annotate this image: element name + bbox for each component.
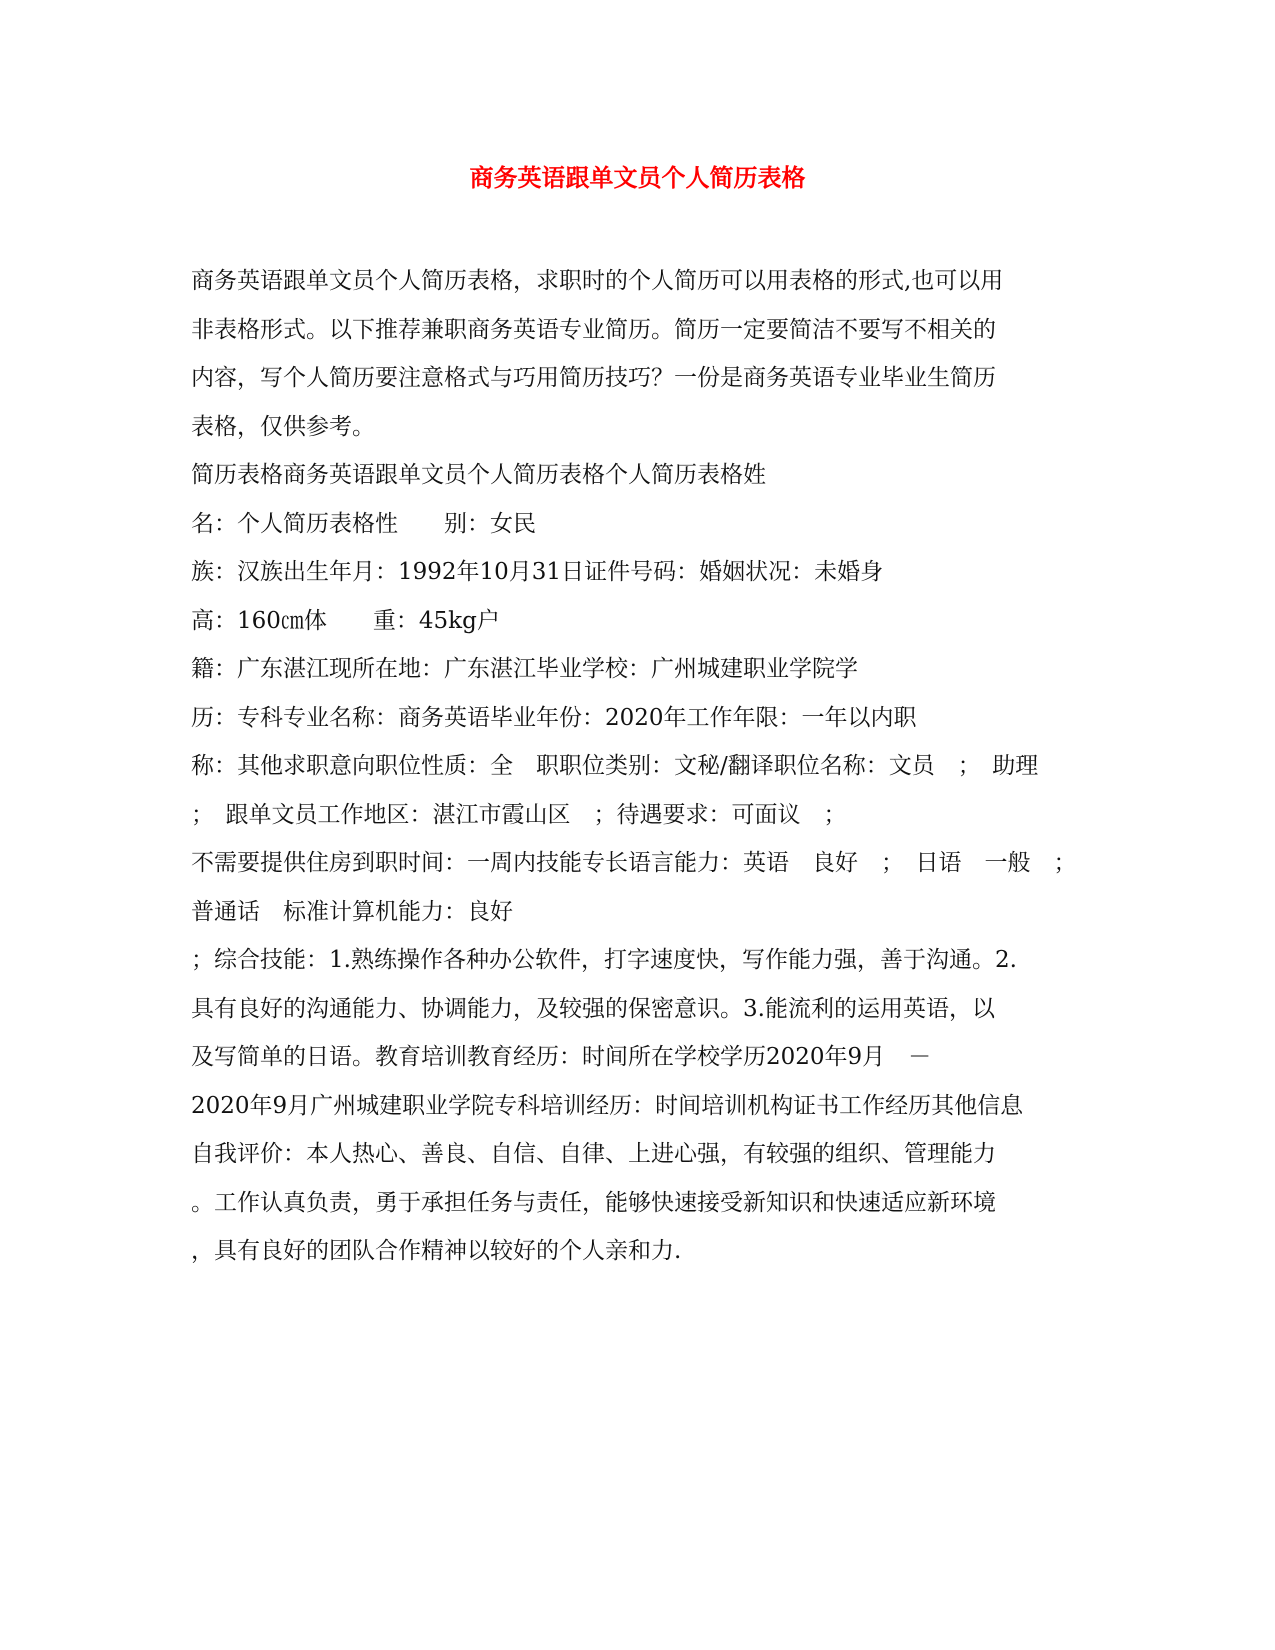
body-line: 。工作认真负责，勇于承担任务与责任，能够快速接受新知识和快速适应新环境 [191,1189,996,1216]
body-line: 商务英语跟单文员个人简历表格，求职时的个人简历可以用表格的形式,也可以用 [191,268,1004,294]
body-line: 表格，仅供参考。 [191,413,375,440]
body-line: 高：160㎝体 重：45kg户 [191,607,500,634]
body-line: 具有良好的沟通能力、协调能力，及较强的保密意识。3.能流利的运用英语，以 [191,995,995,1022]
body-line: 族：汉族出生年月：1992年10月31日证件号码：婚姻状况：未婚身 [191,559,884,585]
body-line: 内容，写个人简历要注意格式与巧用简历技巧？一份是商务英语专业毕业生简历 [191,365,996,391]
body-line: ； 跟单文员工作地区：湛江市霞山区 ；待遇要求：可面议 ； [191,801,847,828]
body-line: ，具有良好的团队合作精神以较好的个人亲和力. [191,1238,682,1264]
body-line: 称：其他求职意向职位性质：全 职职位类别：文秘/翻译职位名称：文员 ； 助理 [191,753,1039,779]
document-title: 商务英语跟单文员个人简历表格 [469,163,806,192]
body-line: 籍：广东湛江现所在地：广东湛江毕业学校：广州城建职业学院学 [191,656,858,682]
body-line: 2020年9月广州城建职业学院专科培训经历：时间培训机构证书工作经历其他信息 [191,1092,1024,1119]
body-line: 历：专科专业名称：商务英语毕业年份：2020年工作年限：一年以内职 [191,704,917,731]
body-line: 不需要提供住房到职时间：一周内技能专长语言能力：英语 良好 ； 日语 一般 ； [191,850,1077,876]
body-line: 非表格形式。以下推荐兼职商务英语专业简历。简历一定要简洁不要写不相关的 [191,316,996,343]
body-line: 及写简单的日语。教育培训教育经历：时间所在学校学历2020年9月 － [191,1044,932,1070]
body-line: 普通话 标准计算机能力：良好 [191,898,513,925]
body-line: 自我评价：本人热心、善良、自信、自律、上进心强，有较强的组织、管理能力 [191,1141,996,1167]
document-body [191,257,1091,1276]
body-line: 名：个人简历表格性 别：女民 [191,510,536,537]
body-line: 简历表格商务英语跟单文员个人简历表格个人简历表格姓 [191,462,766,488]
body-line: ；综合技能：1.熟练操作各种办公软件，打字速度快，写作能力强，善于沟通。2. [191,947,1017,973]
